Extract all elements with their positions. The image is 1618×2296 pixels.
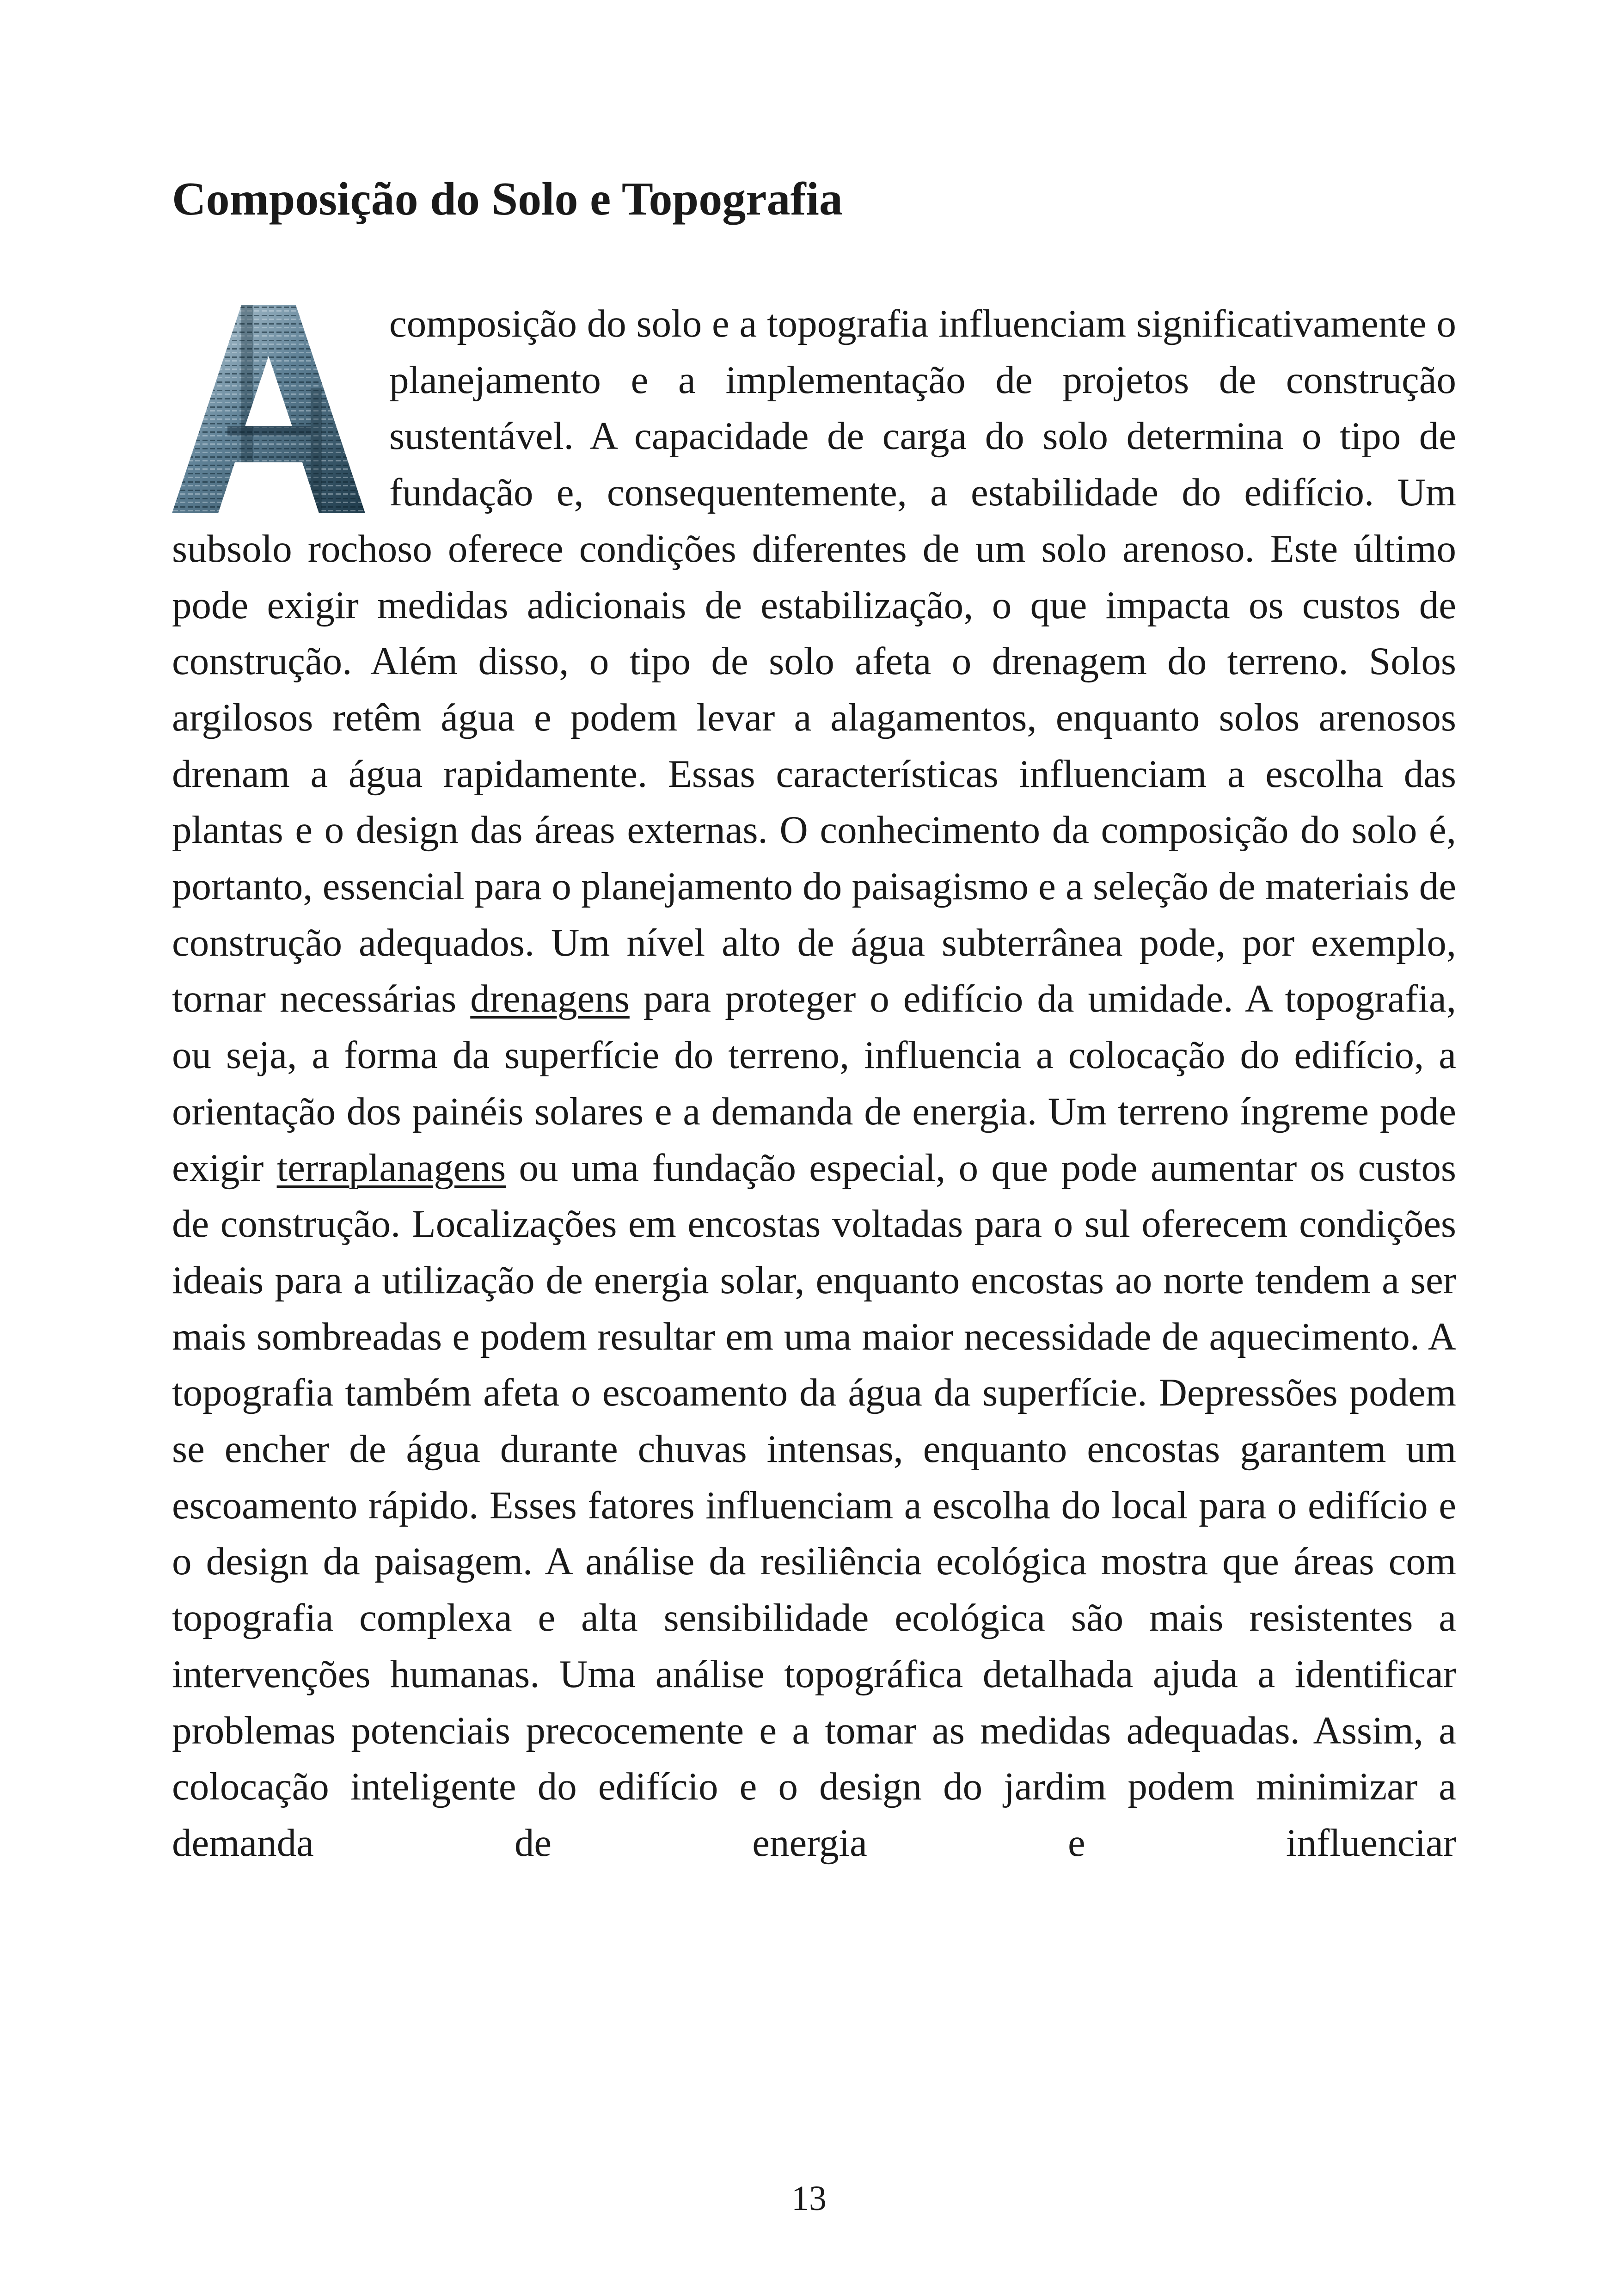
- body-text-part-1: composição do solo e a topografia influenciam significativamente o planejamento e a implementação de projetos de construção sustentável. A capacidade de carga do solo determina o tipo de fundação e, consequentemente, a estabilidade do edifício. Um subsolo rochoso oferece condições diferentes de um solo arenoso. Este último pode exigir medidas adicionais de estabilização, o que impacta os custos de construção. Além disso, o tipo de solo afeta o drenagem do terreno. Solos argilosos retêm água e podem levar a alagamentos, enquanto solos arenosos drenam a água rapidamente. Essas características influenciam a escolha das plantas e o design das áreas externas. O conhecimento da composição do solo é, portanto, essencial para o planejamento do paisagismo e a seleção de materiais de construção adequados. Um nível alto de água subterrânea pode, por exemplo, tornar necessárias: [172, 302, 1456, 1021]
- body-text-part-3: ou uma fundação especial, o que pode aumentar os custos de construção. Localizações em encostas voltadas para o sul oferecem condições ideais para a utilização de energia solar, enquanto encostas ao norte tendem a ser mais sombreadas e podem resultar em uma maior necessidade de aquecimento. A topografia também afeta o escoamento da água da superfície. Depressões podem se encher de água durante chuvas intensas, enquanto encostas garantem um escoamento rápido. Esses fatores influenciam a escolha do local para o edifício e o design da paisagem. A análise da resiliência ecológica mostra que áreas com topografia complexa e alta sensibilidade ecológica são mais resistentes a intervenções humanas. Uma análise topográfica detalhada ajuda a identificar problemas potenciais precocemente e a tomar as medidas adequadas. Assim, a colocação inteligente do edifício e o design do jardim podem minimizar a demanda de energia e influenciar: [172, 1146, 1456, 1865]
- body-text-part-2: para proteger o edifício da umidade. A topografia, ou seja, a forma da superfície do terreno, influencia a colocação do edifício, a orientação dos painéis solares e a demanda de energia. Um terreno íngreme pode exigir: [172, 977, 1457, 1190]
- underlined-term-drenagens: drenagens: [470, 977, 630, 1021]
- drop-cap-initial: [172, 305, 365, 513]
- page-number: 13: [791, 2179, 827, 2218]
- underlined-term-terraplanagens: terraplanagens: [276, 1146, 506, 1190]
- drop-cap-letter-a-graphic: [172, 305, 365, 513]
- page-title: Composição do Solo e Topografia: [172, 173, 843, 225]
- body-paragraph: [172, 296, 1456, 1872]
